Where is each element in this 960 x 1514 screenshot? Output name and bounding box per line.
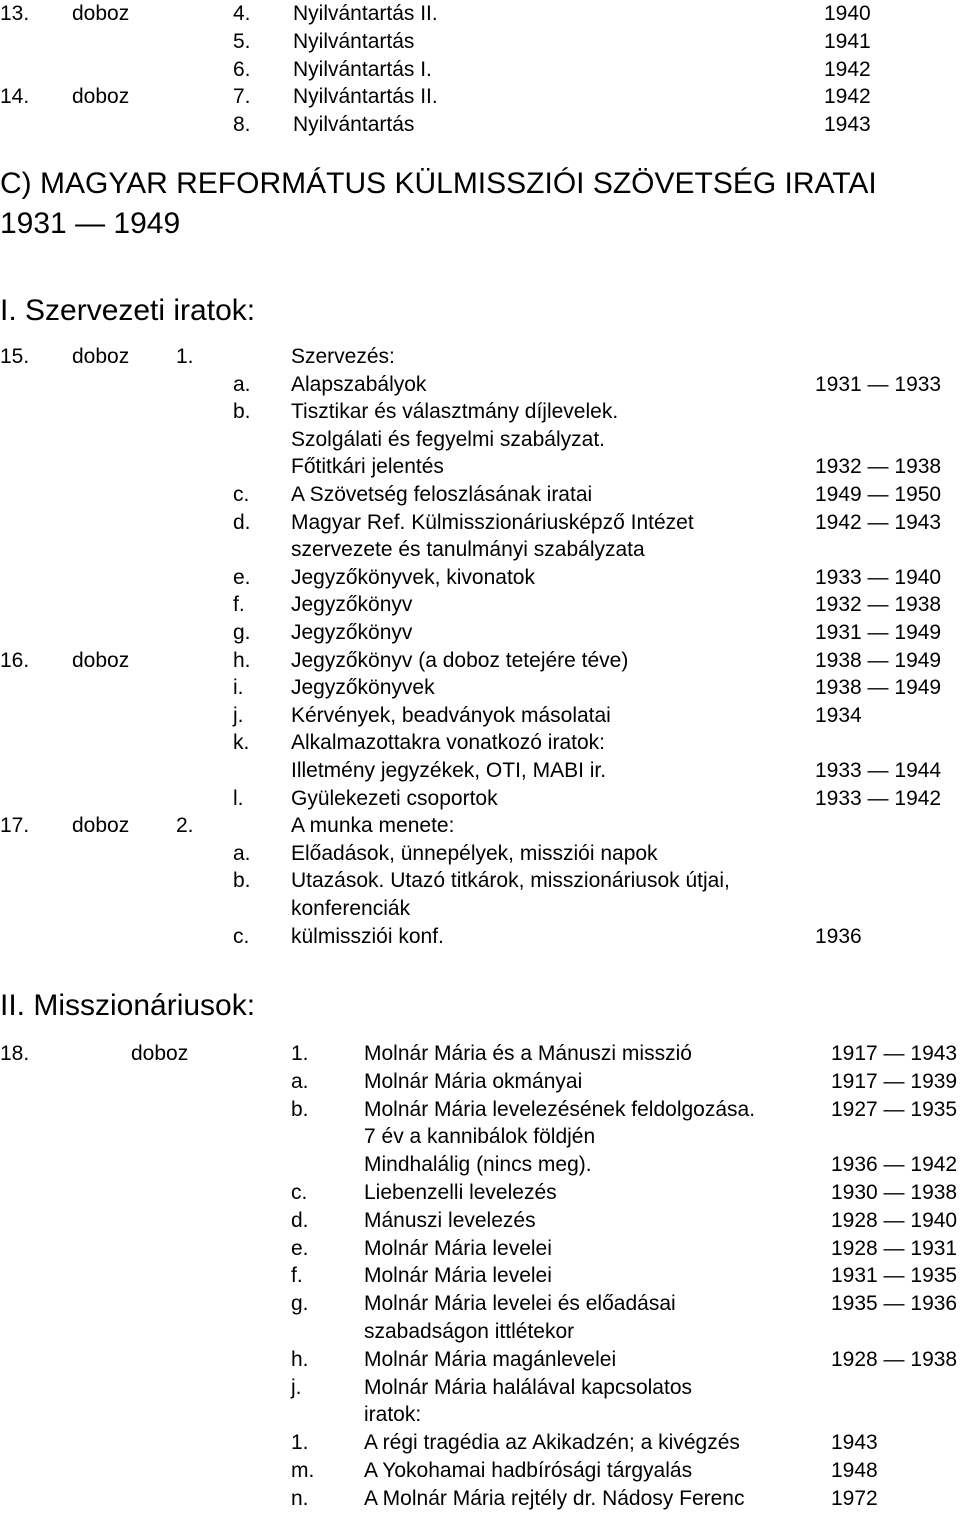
item-year: 1938 — 1949	[815, 648, 942, 672]
item-year: 1942 — 1943	[815, 510, 942, 534]
item-title: Jegyzőkönyv	[291, 593, 413, 617]
part2-rows-entry	[0, 1235, 960, 1263]
top-rows-entry	[0, 83, 960, 111]
item-number: 4.	[233, 2, 251, 25]
item-year: 1932 — 1938	[815, 593, 942, 617]
item-title: Nyilvántartás II.	[293, 85, 438, 109]
item-letter: b.	[233, 869, 251, 893]
item-number: a.	[291, 1069, 309, 1093]
item-number: e.	[291, 1236, 309, 1260]
item-year: 1931 — 1949	[815, 621, 942, 644]
item-title: Molnár Mária és a Mánuszi misszió	[364, 1042, 692, 1065]
part2-rows-entry	[0, 1151, 960, 1179]
part1-rows-entry	[0, 702, 960, 730]
item-title: Jegyzőkönyvek	[291, 676, 435, 700]
box-label: doboz	[72, 814, 130, 838]
item-year: 1933 — 1942	[815, 786, 942, 810]
part1-rows-entry	[0, 509, 960, 537]
item-title: Kérvények, beadványok másolatai	[291, 703, 611, 727]
part2-rows-entry	[0, 1123, 960, 1151]
part2-rows-entry	[0, 1262, 960, 1290]
box-label: doboz	[72, 2, 130, 25]
item-number: g.	[291, 1292, 309, 1316]
part1-rows-entry	[0, 895, 960, 923]
item-year: 1942	[824, 57, 871, 81]
top-rows-entry	[0, 0, 960, 28]
part1-rows-entry	[0, 840, 960, 868]
item-year: 1928 — 1931	[831, 1236, 958, 1260]
item-title: Mánuszi levelezés	[364, 1208, 536, 1232]
item-year: 1933 — 1944	[815, 759, 942, 782]
part2-rows-entry	[0, 1346, 960, 1374]
item-letter: c.	[233, 483, 250, 506]
item-number: h.	[291, 1347, 309, 1371]
item-title: Molnár Mária levelei	[364, 1236, 552, 1260]
item-year: 1930 — 1938	[831, 1181, 958, 1204]
item-title: Főtitkári jelentés	[291, 455, 444, 479]
item-year: 1943	[824, 113, 871, 137]
box-number: 18.	[0, 1042, 30, 1065]
item-title: 7 év a kannibálok földjén	[364, 1125, 596, 1149]
item-year: 1928 — 1940	[831, 1208, 958, 1232]
item-title: Molnár Mária halálával kapcsolatos	[364, 1375, 692, 1399]
item-title: Nyilvántartás	[293, 29, 415, 53]
item-letter: f.	[233, 593, 245, 617]
top-rows-entry	[0, 28, 960, 56]
part1-rows-entry	[0, 812, 960, 840]
box-number: 17.	[0, 814, 30, 838]
part1-rows-entry	[0, 867, 960, 895]
item-title: Szervezés:	[291, 345, 395, 368]
item-year: 1927 — 1935	[831, 1097, 958, 1121]
section-c-title: C) MAGYAR REFORMÁTUS KÜLMISSZIÓI SZÖVETSÉG IRATAI	[0, 167, 877, 200]
box-number: 14.	[0, 85, 30, 109]
item-title: A Molnár Mária rejtély dr. Nádosy Ferenc	[364, 1486, 745, 1510]
part2-rows-entry	[0, 1207, 960, 1235]
item-title: Mindhalálig (nincs meg).	[364, 1153, 592, 1177]
item-number: 5.	[233, 29, 251, 53]
item-year: 1935 — 1936	[831, 1292, 958, 1316]
item-letter: j.	[233, 703, 244, 727]
item-year: 1931 — 1933	[815, 372, 942, 396]
section-c-years: 1931 — 1949	[0, 207, 181, 240]
item-year: 1928 — 1938	[831, 1347, 958, 1371]
item-title: A régi tragédia az Akikadzén; a kivégzés	[364, 1431, 740, 1455]
item-title: Alkalmazottakra vonatkozó iratok:	[291, 731, 605, 755]
part1-rows-entry	[0, 647, 960, 675]
part1-rows-entry	[0, 398, 960, 426]
item-year: 1936 — 1942	[831, 1153, 958, 1177]
box-label: doboz	[72, 648, 130, 672]
part2-rows-entry	[0, 1290, 960, 1318]
part2-rows-entry	[0, 1401, 960, 1429]
item-year: 1938 — 1949	[815, 676, 942, 700]
item-title: Nyilvántartás I.	[293, 57, 432, 81]
item-number: c.	[291, 1181, 308, 1204]
item-title: Magyar Ref. Külmisszionáriusképző Intézet	[291, 510, 694, 534]
item-title: A munka menete:	[291, 814, 455, 838]
item-number: 1.	[291, 1042, 309, 1065]
item-number: 7.	[233, 85, 251, 109]
item-title: Molnár Mária levelei és előadásai	[364, 1292, 676, 1316]
part1-rows-entry	[0, 536, 960, 564]
item-number: b.	[291, 1097, 309, 1121]
item-letter: h.	[233, 648, 251, 672]
item-letter: i.	[233, 676, 244, 700]
item-letter: g.	[233, 621, 251, 644]
part2-rows-entry	[0, 1457, 960, 1485]
item-title: Jegyzőkönyv	[291, 621, 413, 644]
item-number: f.	[291, 1264, 303, 1288]
item-year: 1933 — 1940	[815, 565, 942, 589]
item-letter: k.	[233, 731, 250, 755]
item-letter: a.	[233, 372, 251, 396]
item-title: Utazások. Utazó titkárok, misszionáriusok útjai,	[291, 869, 730, 893]
item-letter: l.	[233, 786, 244, 810]
item-number: 8.	[233, 113, 251, 137]
item-letter: b.	[233, 400, 251, 424]
item-title: külmissziói konf.	[291, 924, 444, 948]
part2-rows-entry	[0, 1374, 960, 1402]
part1-rows-entry	[0, 757, 960, 785]
item-year: 1917 — 1943	[831, 1042, 958, 1065]
part1-rows-entry	[0, 619, 960, 647]
part1-rows-entry	[0, 785, 960, 813]
item-title: Molnár Mária levelezésének feldolgozása.	[364, 1097, 756, 1121]
item-year: 1941	[824, 29, 871, 53]
part1-rows-entry	[0, 729, 960, 757]
item-letter: e.	[233, 565, 251, 589]
part2-rows-entry	[0, 1096, 960, 1124]
item-title: Alapszabályok	[291, 372, 427, 396]
item-year: 1934	[815, 703, 862, 727]
top-rows-entry	[0, 111, 960, 139]
part2-rows-entry	[0, 1485, 960, 1513]
part1-rows-entry	[0, 371, 960, 399]
item-number: 1.	[176, 345, 194, 368]
box-number: 15.	[0, 345, 30, 368]
box-label: doboz	[72, 345, 130, 368]
box-number: 16.	[0, 648, 30, 672]
part2-rows-entry	[0, 1179, 960, 1207]
box-label: doboz	[72, 85, 130, 109]
item-year: 1936	[815, 924, 862, 948]
item-title: Molnár Mária magánlevelei	[364, 1347, 617, 1371]
item-title: A Szövetség feloszlásának iratai	[291, 483, 593, 506]
item-title: iratok:	[364, 1403, 422, 1427]
part1-rows-entry	[0, 481, 960, 509]
item-number: 1.	[291, 1431, 309, 1455]
part1-rows-entry	[0, 343, 960, 371]
part1-rows-entry	[0, 591, 960, 619]
item-year: 1942	[824, 85, 871, 109]
part1-rows-entry	[0, 453, 960, 481]
item-title: Jegyzőkönyvek, kivonatok	[291, 565, 535, 589]
item-year: 1943	[831, 1431, 878, 1455]
box-number: 13.	[0, 2, 30, 25]
item-title: Jegyzőkönyv (a doboz tetejére téve)	[291, 648, 629, 672]
item-title: Illetmény jegyzékek, OTI, MABI ir.	[291, 759, 607, 782]
part1-rows-entry	[0, 564, 960, 592]
item-number: 6.	[233, 57, 251, 81]
item-year: 1948	[831, 1459, 878, 1482]
item-year: 1940	[824, 2, 871, 25]
part2-rows-entry	[0, 1068, 960, 1096]
item-title: Tisztikar és választmány díjlevelek.	[291, 400, 619, 424]
item-letter: a.	[233, 841, 251, 865]
item-year: 1932 — 1938	[815, 455, 942, 479]
item-year: 1917 — 1939	[831, 1069, 958, 1093]
top-rows-entry	[0, 56, 960, 84]
item-number: j.	[291, 1375, 302, 1399]
part1-rows-entry	[0, 674, 960, 702]
item-year: 1931 — 1935	[831, 1264, 958, 1288]
item-title: A Yokohamai hadbírósági tárgyalás	[364, 1459, 693, 1482]
item-number: m.	[291, 1459, 315, 1482]
part2-rows-entry	[0, 1318, 960, 1346]
box-label: doboz	[131, 1042, 189, 1065]
part1-title: I. Szervezeti iratok:	[0, 294, 256, 327]
item-title: szabadságon ittlétekor	[364, 1320, 575, 1343]
item-title: Gyülekezeti csoportok	[291, 786, 498, 810]
part2-rows-entry	[0, 1429, 960, 1457]
item-number: 2.	[176, 814, 194, 838]
part2-rows-entry	[0, 1040, 960, 1068]
item-title: Előadások, ünnepélyek, missziói napok	[291, 841, 658, 865]
part1-rows-entry	[0, 426, 960, 454]
part2-title: II. Misszionáriusok:	[0, 989, 256, 1022]
item-title: Szolgálati és fegyelmi szabályzat.	[291, 427, 605, 451]
item-title: Nyilvántartás	[293, 113, 415, 137]
item-title: Molnár Mária okmányai	[364, 1069, 583, 1093]
part1-rows-entry	[0, 923, 960, 951]
item-year: 1949 — 1950	[815, 483, 942, 506]
item-number: n.	[291, 1486, 309, 1510]
item-number: d.	[291, 1208, 309, 1232]
item-title: Molnár Mária levelei	[364, 1264, 552, 1288]
item-title: Nyilvántartás II.	[293, 2, 438, 25]
item-title: konferenciák	[291, 897, 411, 920]
item-title: szervezete és tanulmányi szabályzata	[291, 538, 645, 562]
item-letter: c.	[233, 924, 250, 948]
item-letter: d.	[233, 510, 251, 534]
item-title: Liebenzelli levelezés	[364, 1181, 557, 1204]
item-year: 1972	[831, 1486, 878, 1510]
